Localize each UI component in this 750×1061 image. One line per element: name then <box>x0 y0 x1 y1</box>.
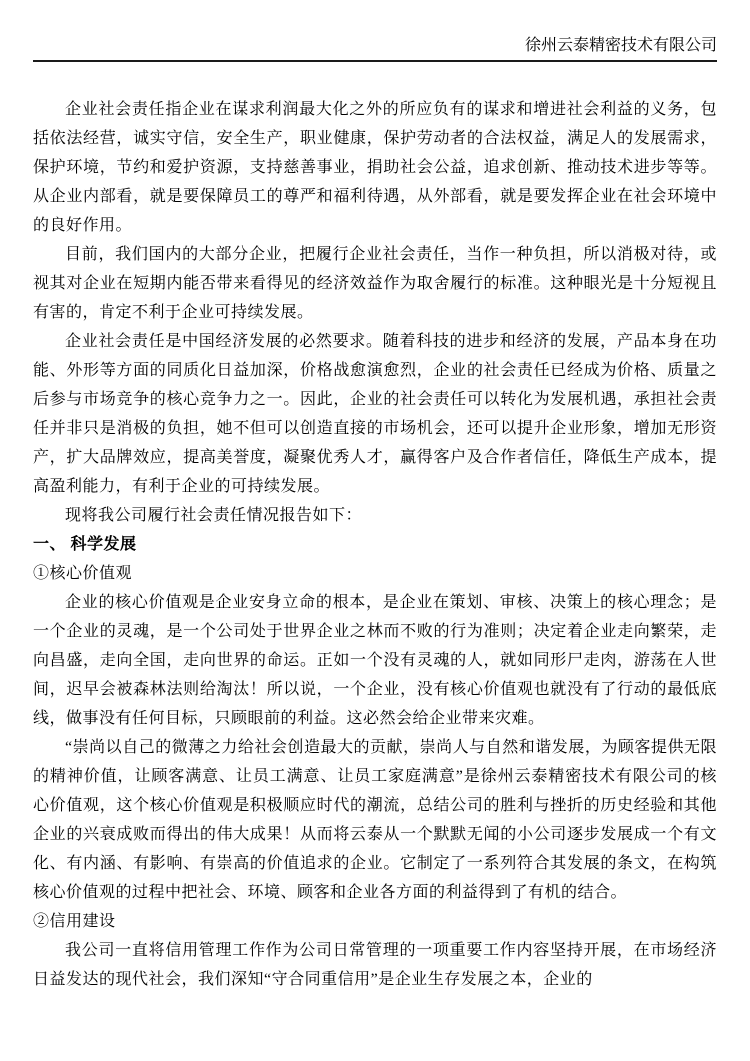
page-header <box>33 36 717 62</box>
paragraph-report-intro: 现将我公司履行社会责任情况报告如下： <box>65 507 363 524</box>
subheading-credit-building: ②信用建设 <box>33 913 116 930</box>
header-company-name: 徐州云泰精密技术有限公司 <box>524 37 717 54</box>
paragraph-csr-definition: 企业社会责任指企业在谋求利润最大化之外的所应负有的谋求和增进社会利益的义务，包括依法经营，诚实守信，安全生产，职业健康，保护劳动者的合法权益，满足人的发展需求，保护环境，节约和爱护资源，支持慈善事业，捐助社会公益，追求创新、推动技术进步等等。从企业内部看，就是要保障员工的尊严和福利待遇，从外部看，就是要发挥企业在社会环境中的良好作用。 <box>33 101 717 234</box>
paragraph-core-values-importance: 企业的核心价值观是企业安身立命的根本，是企业在策划、审核、决策上的核心理念；是一个企业的灵魂，是一个公司处于世界企业之林而不败的行为准则；决定着企业走向繁荣，走向昌盛，走向全国，走向世界的命运。正如一个没有灵魂的人，就如同形尸走肉，游荡在人世间，迟早会被森林法则给淘汰！所以说，一个企业，没有核心价值观也就没有了行动的最低底线，做事没有任何目标，只顾眼前的利益。这必然会给企业带来灾难。 <box>33 594 717 727</box>
paragraph-credit-management: 我公司一直将信用管理工作作为公司日常管理的一项重要工作内容坚持开展，在市场经济日益发达的现代社会，我们深知“守合同重信用”是企业生存发展之本，企业的 <box>33 942 717 988</box>
paragraph-core-values-statement: “崇尚以自己的微薄之力给社会创造最大的贡献，崇尚人与自然和谐发展，为顾客提供无限的精神价值，让顾客满意、让员工满意、让员工家庭满意”是徐州云泰精密技术有限公司的核心价值观，这个核心价值观是积极顺应时代的潮流，总结公司的胜利与挫折的历史经验和其他企业的兴衰成败而得出的伟大成果！从而将云泰从一个默默无闻的小公司逐步发展成一个有文化、有内涵、有影响、有崇高的价值追求的企业。它制定了一系列符合其发展的条文，在构筑核心价值观的过程中把社会、环境、顾客和企业各方面的利益得到了有机的结合。 <box>33 739 717 901</box>
section-heading-scientific-development: 一、 科学发展 <box>33 536 137 553</box>
document-body <box>33 95 717 994</box>
subheading-core-values: ①核心价值观 <box>33 565 133 582</box>
paragraph-csr-necessity: 企业社会责任是中国经济发展的必然要求。随着科技的进步和经济的发展，产品本身在功能、外形等方面的同质化日益加深，价格战愈演愈烈，企业的社会责任已经成为价格、质量之后参与市场竞争的核心竞争力之一。因此，企业的社会责任可以转化为发展机遇，承担社会责任并非只是消极的负担，她不但可以创造直接的市场机会，还可以提升企业形象，增加无形资产，扩大品牌效应，提高美誉度，凝聚优秀人才，赢得客户及合作者信任，降低生产成本，提高盈利能力，有利于企业的可持续发展。 <box>33 333 717 495</box>
paragraph-domestic-attitude: 目前，我们国内的大部分企业，把履行企业社会责任，当作一种负担，所以消极对待，或视其对企业在短期内能否带来看得见的经济效益作为取舍履行的标准。这种眼光是十分短视且有害的，肯定不利于企业可持续发展。 <box>33 246 717 321</box>
